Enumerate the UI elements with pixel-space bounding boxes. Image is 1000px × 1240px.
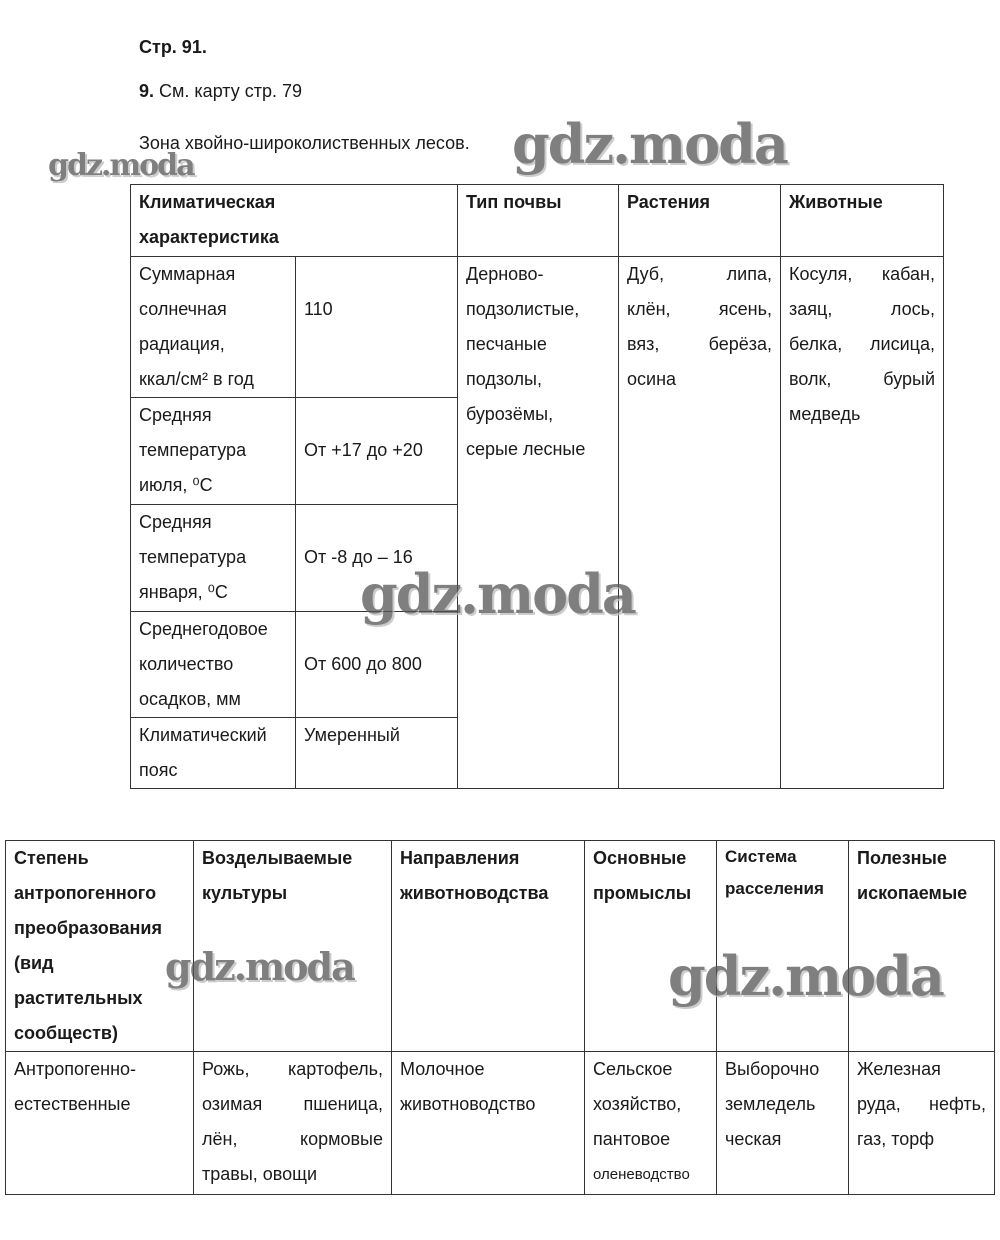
row-label	[131, 612, 296, 718]
text-line: песчаные	[466, 334, 547, 354]
text-line: руда, нефть,	[857, 1094, 986, 1114]
row-label	[131, 257, 296, 398]
climate-table	[130, 184, 944, 789]
text-line: вяз, берёза,	[627, 334, 772, 354]
text-line: От 600 до 800	[304, 654, 422, 674]
text-line: лён, кормовые	[202, 1129, 383, 1149]
text-line	[304, 257, 449, 292]
text-line: Дуб, липа,	[627, 264, 772, 284]
text-line: Косуля, кабан,	[789, 264, 935, 284]
text-line: От -8 до – 16	[304, 547, 413, 567]
text-line: Молочное	[400, 1059, 485, 1079]
economy-table	[5, 840, 995, 1195]
cell-anthropogenic	[6, 1052, 194, 1195]
text-line: преобразования	[14, 918, 162, 938]
task-number: 9.	[139, 81, 155, 101]
text-line: сообществ)	[14, 1023, 118, 1043]
animals-cell	[781, 257, 944, 789]
text-line: расселения	[725, 879, 824, 898]
text-line: Выборочно	[725, 1059, 820, 1079]
text-line: животноводства	[400, 883, 549, 903]
text-line: пояс	[139, 760, 178, 780]
row-label	[131, 398, 296, 505]
cell-minerals	[849, 1052, 995, 1195]
text-line: подзолистые,	[466, 299, 580, 319]
text-line: естественные	[14, 1094, 131, 1114]
text-line: Антропогенно-	[14, 1059, 137, 1079]
text-line	[304, 505, 449, 540]
text-line: (вид	[14, 953, 54, 973]
text-line: Система	[725, 847, 797, 866]
watermark: gdz.moda	[668, 944, 943, 1008]
text-line: промыслы	[593, 883, 692, 903]
header-soil	[458, 185, 619, 257]
cell-livestock	[392, 1052, 585, 1195]
text-line: ископаемые	[857, 883, 968, 903]
text-line: клён, ясень,	[627, 299, 772, 319]
text-line: количество	[139, 654, 234, 674]
text-line: Степень	[14, 848, 89, 868]
text-line: температура	[139, 440, 247, 460]
text-line: Среднегодовое	[139, 619, 268, 639]
text-line: подзолы,	[466, 369, 542, 389]
watermark: gdz.moda	[165, 944, 354, 989]
cell-settlement	[717, 1052, 849, 1195]
text-line: волк, бурый	[789, 369, 935, 389]
text-line: Рожь, картофель,	[202, 1059, 383, 1079]
text-line: заяц, лось,	[789, 299, 935, 319]
header-livestock	[392, 841, 585, 1052]
watermark: gdz.moda	[48, 148, 194, 183]
text-line: травы, овощи	[202, 1164, 318, 1184]
watermark: gdz.moda	[512, 112, 787, 176]
text-line: Железная	[857, 1059, 941, 1079]
row-label	[131, 718, 296, 789]
text-line: культуры	[202, 883, 288, 903]
soil-cell	[458, 257, 619, 789]
zone-title: Зона хвойно-широколиственных лесов.	[139, 133, 470, 153]
text-line: ческая	[725, 1129, 782, 1149]
header-animals	[781, 185, 944, 257]
text-line: января, ⁰С	[139, 582, 228, 602]
text-line: осадков, мм	[139, 689, 241, 709]
text-line: Животные	[789, 192, 883, 212]
text-line: антропогенного	[14, 883, 157, 903]
text-line: Возделываемые	[202, 848, 353, 868]
row-value	[296, 612, 458, 718]
header-plants	[619, 185, 781, 257]
text-line	[304, 398, 449, 433]
text-line: Сельское	[593, 1059, 673, 1079]
text-line: медведь	[789, 404, 861, 424]
text-line: хозяйство,	[593, 1094, 682, 1114]
text-line: Полезные	[857, 848, 947, 868]
header-climate	[131, 185, 458, 257]
text-line: солнечная	[139, 299, 227, 319]
text-line: белка, лисица,	[789, 334, 935, 354]
text-line: температура	[139, 547, 247, 567]
text-line: Умеренный	[304, 725, 400, 745]
text-line: радиация,	[139, 334, 225, 354]
text-line: земледель	[725, 1094, 816, 1114]
page-label: Стр. 91.	[139, 37, 207, 57]
text-line: характеристика	[139, 227, 279, 247]
task-line	[139, 81, 302, 102]
text-line: оленеводство	[593, 1166, 690, 1183]
text-line: серые лесные	[466, 439, 586, 459]
row-label	[131, 505, 296, 612]
text-line: растительных	[14, 988, 143, 1008]
text-line: июля, ⁰С	[139, 475, 213, 495]
text-line: пантовое	[593, 1129, 671, 1149]
text-line: 110	[304, 299, 333, 319]
text-line: газ, торф	[857, 1129, 935, 1149]
text-line: Основные	[593, 848, 687, 868]
text-line: ккал/см² в год	[139, 369, 254, 389]
text-line: Средняя	[139, 512, 212, 532]
task-text: См. карту стр. 79	[159, 81, 303, 101]
watermark: gdz.moda	[360, 562, 635, 626]
cell-crops	[194, 1052, 392, 1195]
text-line: Дерново-	[466, 264, 544, 284]
cell-trades	[585, 1052, 717, 1195]
row-value	[296, 718, 458, 789]
text-line: От +17 до +20	[304, 440, 423, 460]
text-line: Средняя	[139, 405, 212, 425]
text-line: Суммарная	[139, 264, 236, 284]
text-line: Направления	[400, 848, 520, 868]
row-value	[296, 398, 458, 505]
text-line: озимая пшеница,	[202, 1094, 383, 1114]
text-line: осина	[627, 369, 677, 389]
row-value	[296, 257, 458, 398]
text-line: Растения	[627, 192, 711, 212]
text-line: Тип почвы	[466, 192, 562, 212]
text-line: животноводство	[400, 1094, 536, 1114]
text-line: бурозёмы,	[466, 404, 554, 424]
text-line: Климатическая	[139, 192, 276, 212]
text-line: Климатический	[139, 725, 267, 745]
plants-cell	[619, 257, 781, 789]
